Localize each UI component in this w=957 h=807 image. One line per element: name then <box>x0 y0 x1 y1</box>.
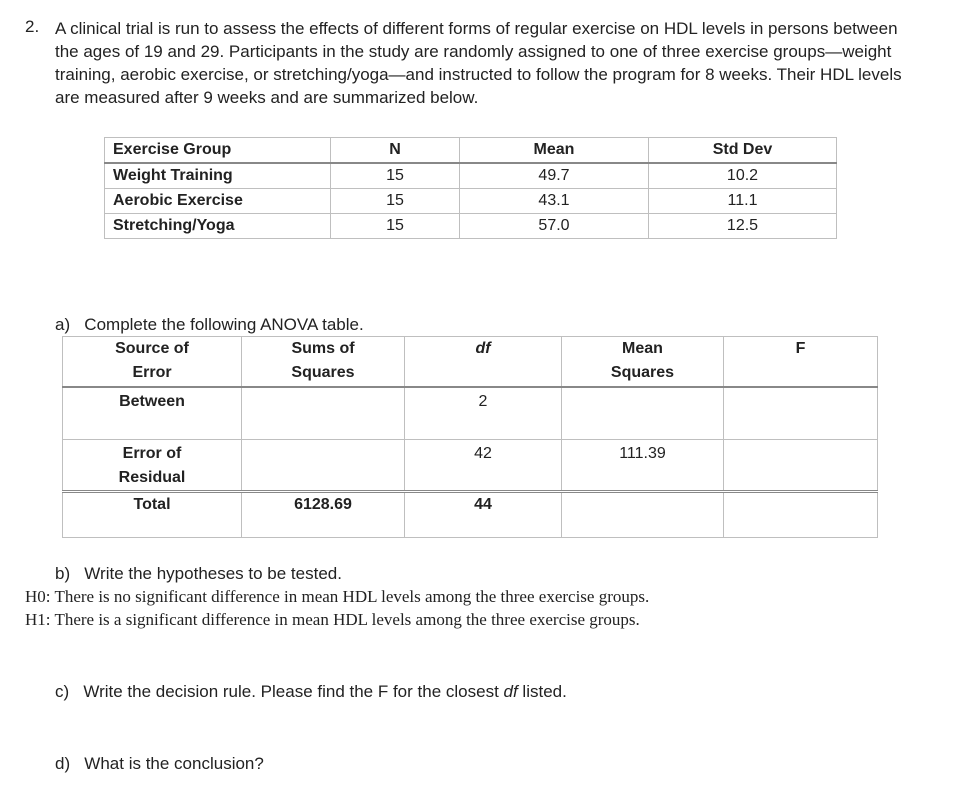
summary-header-row <box>105 138 837 164</box>
mean-value: 57.0 <box>460 214 649 239</box>
part-a-label: a) <box>55 315 71 334</box>
anova-header-row <box>63 337 878 388</box>
total-df: 44 <box>405 492 562 538</box>
part-d <box>55 754 264 774</box>
between-label: Between <box>63 387 242 440</box>
error-ms: 111.39 <box>562 440 724 492</box>
question-text: A clinical trial is run to assess the effects of different forms of regular exercise on HDL levels in persons between the ages of 19 and 29. Participants in the study are randomly assigned to one of three exercise groups—weight training, aerobic exercise, or stretching/yoga—and instructed to follow the program for 8 weeks. Their HDL levels are measured after 9 weeks and are summarized below. <box>55 19 902 107</box>
between-ss-cell[interactable] <box>242 387 405 440</box>
mean-value: 49.7 <box>460 163 649 189</box>
group-name: Stretching/Yoga <box>105 214 331 239</box>
table-row <box>105 189 837 214</box>
part-b-text: Write the hypotheses to be tested. <box>84 564 342 583</box>
header-f: F <box>724 337 878 388</box>
summary-table <box>104 137 837 239</box>
anova-table <box>62 336 878 538</box>
question-number: 2. <box>25 17 40 36</box>
error-label-line2: Residual <box>118 469 186 486</box>
total-ms-cell <box>562 492 724 538</box>
alternative-hypothesis: H1: There is a significant difference in mean HDL levels among the three exercise groups. <box>25 610 640 629</box>
part-c-df: df <box>503 682 518 701</box>
null-hypothesis: H0: There is no significant difference in mean HDL levels among the three exercise groups. <box>25 587 650 606</box>
part-c-text-end: listed. <box>517 682 567 701</box>
header-df: df <box>405 337 562 388</box>
error-df: 42 <box>405 440 562 492</box>
table-row <box>105 214 837 239</box>
header-mean-squares <box>562 337 724 388</box>
part-b <box>55 564 342 584</box>
error-f-cell[interactable] <box>724 440 878 492</box>
part-c-label: c) <box>55 682 70 701</box>
std-dev-value: 10.2 <box>649 163 837 189</box>
mean-value: 43.1 <box>460 189 649 214</box>
header-ss-line2: Squares <box>291 364 355 381</box>
header-source-line2: Error <box>132 364 172 381</box>
header-ss-line1: Sums of <box>291 340 355 357</box>
part-b-label: b) <box>55 564 71 583</box>
header-ms-line1: Mean <box>622 340 663 357</box>
header-source <box>63 337 242 388</box>
n-value: 15 <box>331 189 460 214</box>
error-label <box>63 440 242 492</box>
between-df: 2 <box>405 387 562 440</box>
total-ss: 6128.69 <box>242 492 405 538</box>
anova-row-total <box>63 492 878 538</box>
header-std-dev: Std Dev <box>649 138 837 164</box>
table-row <box>105 163 837 189</box>
header-sums-of-squares <box>242 337 405 388</box>
group-name: Aerobic Exercise <box>105 189 331 214</box>
between-f-cell[interactable] <box>724 387 878 440</box>
between-ms-cell[interactable] <box>562 387 724 440</box>
part-c-text: Write the decision rule. Please find the F for the closest <box>83 682 504 701</box>
n-value: 15 <box>331 163 460 189</box>
part-d-label: d) <box>55 754 71 773</box>
std-dev-value: 11.1 <box>649 189 837 214</box>
header-mean: Mean <box>460 138 649 164</box>
header-ms-line2: Squares <box>610 364 675 381</box>
std-dev-value: 12.5 <box>649 214 837 239</box>
part-d-text: What is the conclusion? <box>84 754 264 773</box>
group-name: Weight Training <box>105 163 331 189</box>
part-a <box>55 315 364 335</box>
n-value: 15 <box>331 214 460 239</box>
anova-row-error <box>63 440 878 492</box>
anova-row-between <box>63 387 878 440</box>
total-label: Total <box>63 492 242 538</box>
part-c <box>55 682 567 702</box>
header-exercise-group: Exercise Group <box>105 138 331 164</box>
part-a-text: Complete the following ANOVA table. <box>84 315 364 334</box>
header-source-line1: Source of <box>115 340 189 357</box>
error-ss-cell[interactable] <box>242 440 405 492</box>
error-label-line1: Error of <box>122 445 182 462</box>
total-f-cell <box>724 492 878 538</box>
header-n: N <box>331 138 460 164</box>
